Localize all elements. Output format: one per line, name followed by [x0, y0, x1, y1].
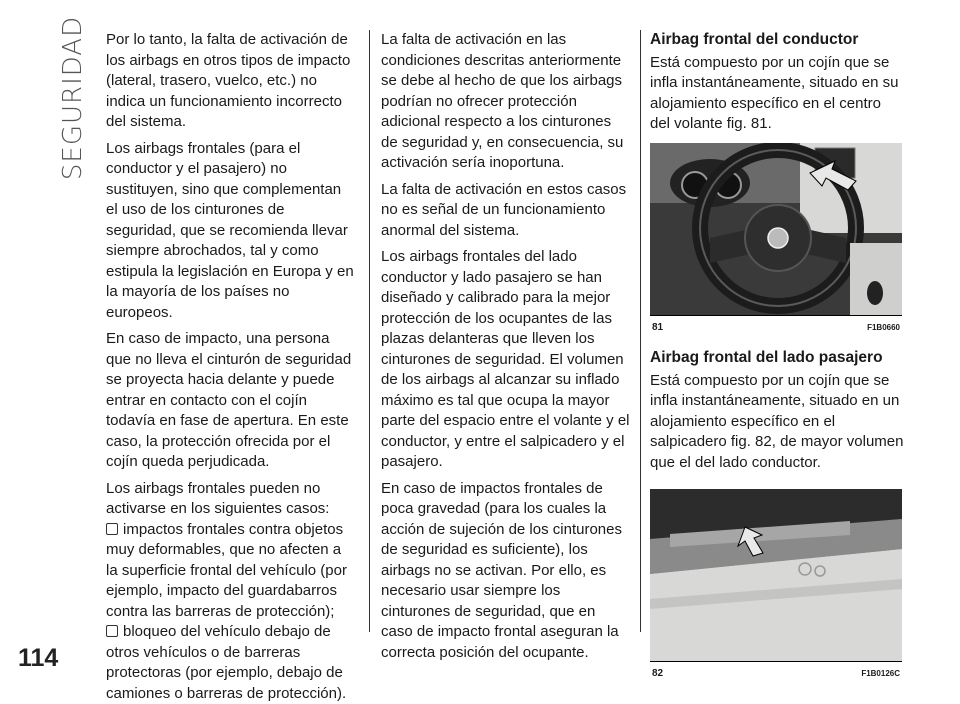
section-label [53, 15, 93, 180]
paragraph: Por lo tanto, la falta de activación de los airbags en otros tipos de impacto (lateral, trasero, vuelco, etc.) no indica un funcionamiento incorrecto del sistema. [106, 31, 351, 130]
text-column-3 [650, 30, 905, 685]
figure-81 [650, 143, 902, 339]
heading-passenger-airbag: Airbag frontal del lado pasajero [650, 349, 883, 366]
paragraph: Los airbags frontales (para el conductor y el pasajero) no sustituyen, sino que complementan el uso de los cinturones de seguridad, que se recomienda llevar siempre abrochados, tal y como estipula la legislación en Europa y en la mayoría de los países no europeos. [106, 139, 354, 321]
figure-number: 82 [652, 668, 664, 679]
page-number: 114 [18, 644, 59, 672]
paragraph: En caso de impacto, una persona que no lleva el cinturón de seguridad se proyecta hacia delante y puede entrar en contacto con el cojín todavía en fase de apertura. En este caso, la protección ofrecida por el cojín queda perjudicada. [106, 330, 352, 470]
figure-caption [650, 661, 902, 685]
paragraph: La falta de activación en estos casos no es señal de un funcionamiento anormal del sistema. [381, 180, 627, 239]
list-item [106, 622, 356, 704]
paragraph: Los airbags frontales pueden no activarse en los siguientes casos: [106, 479, 330, 517]
figure-code: F1B0660 [867, 322, 900, 332]
figure-caption [650, 315, 902, 339]
paragraph: Está compuesto por un cojín que se infla instantáneamente, situado en su alojamiento específico en el centro del volante fig. 81. [650, 53, 899, 132]
paragraph: Los airbags frontales del lado conductor y lado pasajero se han diseñado y calibrado para la mejor protección de los ocupantes de las plazas delanteras que lleven los cinturones de seguridad. El volumen de los airbags al alcanzar su inflado máximo es tal que ocupa la mayor parte del espacio entre el volante y el conductor, y entre el salpicadero y el pasajero. [381, 248, 630, 470]
paragraph: En caso de impactos frontales de poca gravedad (para los cuales la acción de sujeción de los cinturones de seguridad es suficiente), los airbags no se activan. Por ello, es necesario usar siempre los cinturones de seguridad, que en caso de impacto frontal aseguran la correcta posición del ocupante. [381, 479, 622, 661]
steering-wheel-photo [650, 143, 902, 315]
figure-82 [650, 489, 902, 685]
heading-driver-airbag: Airbag frontal del conductor [650, 31, 859, 48]
section-title: SEGURIDAD [58, 15, 88, 180]
checkbox-bullet-icon [106, 523, 118, 535]
text-column-1 [106, 30, 356, 704]
column-divider [369, 30, 370, 632]
list-item-text: impactos frontales contra objetos muy deformables, que no afecten a la superficie frontal del vehículo (por ejemplo, impacto del guardabarros contra las barreras de protección); [106, 520, 347, 620]
passenger-dashboard-photo [650, 489, 902, 661]
text-column-2 [381, 30, 631, 669]
column-divider [640, 30, 641, 632]
figure-number: 81 [652, 321, 664, 333]
list-item [106, 520, 356, 623]
list-item-text: bloqueo del vehículo debajo de otros vehículos o de barreras protectoras (por ejemplo, debajo de camiones o barreras de protección). [106, 623, 347, 702]
figure-code: F1B0126C [861, 669, 900, 678]
paragraph: Está compuesto por un cojín que se infla instantáneamente, situado en un alojamiento específico en el salpicadero fig. 82, de mayor volumen que el del lado conductor. [650, 371, 904, 471]
checkbox-bullet-icon [106, 625, 118, 637]
paragraph: La falta de activación en las condiciones descritas anteriormente se debe al hecho de que los airbags podrían no ofrecer protección adicional respecto a los cinturones de seguridad y, en consecuencia, su activación sería inoportuna. [381, 31, 624, 171]
